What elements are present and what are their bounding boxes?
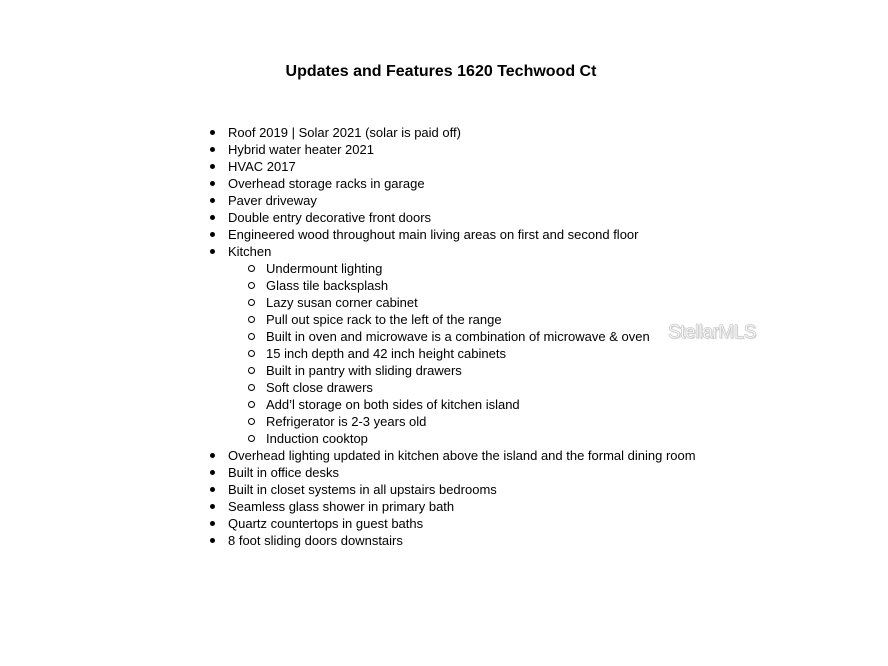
list-item [210, 464, 696, 481]
hollow-bullet-icon [248, 299, 255, 306]
sublist-item-text: Refrigerator is 2-3 years old [266, 414, 427, 429]
stellarmls-watermark: StellarMLS [668, 322, 756, 343]
list-item-text: HVAC 2017 [228, 159, 296, 174]
sublist-item-text: Lazy susan corner cabinet [266, 295, 418, 310]
bullet-icon [210, 232, 215, 237]
kitchen-sublist [228, 260, 696, 447]
list-item-kitchen [210, 243, 696, 447]
sublist-item-text: Undermount lighting [266, 261, 383, 276]
list-item [210, 481, 696, 498]
sublist-item [210, 345, 696, 362]
list-item-text: Built in office desks [228, 465, 340, 480]
list-item [210, 447, 696, 464]
sublist-item [210, 379, 696, 396]
hollow-bullet-icon [248, 418, 255, 425]
bullet-icon [210, 164, 215, 169]
bullet-icon [210, 521, 215, 526]
list-item-text: Engineered wood throughout main living areas on first and second floor [228, 227, 639, 242]
list-item [210, 498, 696, 515]
list-item-text: Seamless glass shower in primary bath [228, 499, 455, 514]
list-item-text: Hybrid water heater 2021 [228, 142, 374, 157]
list-item [210, 158, 696, 175]
sublist-item-text: 15 inch depth and 42 inch height cabinets [266, 346, 506, 361]
bullet-icon [210, 198, 215, 203]
bullet-icon [210, 453, 215, 458]
list-item-text: Built in closet systems in all upstairs bedrooms [228, 482, 497, 497]
list-item [210, 141, 696, 158]
bullet-icon [210, 249, 215, 254]
sublist-item-text: Soft close drawers [266, 380, 373, 395]
sublist-item-text: Glass tile backsplash [266, 278, 389, 293]
list-item-text: Roof 2019 | Solar 2021 (solar is paid off) [228, 125, 461, 140]
sublist-item [210, 328, 696, 345]
sublist-item-text: Induction cooktop [266, 431, 368, 446]
bullet-icon [210, 181, 215, 186]
sublist-item-text: Pull out spice rack to the left of the range [266, 312, 502, 327]
list-item-text: Double entry decorative front doors [228, 210, 432, 225]
list-item-text: Quartz countertops in guest baths [228, 516, 424, 531]
hollow-bullet-icon [248, 350, 255, 357]
sublist-item [210, 362, 696, 379]
hollow-bullet-icon [248, 265, 255, 272]
list-item-text: Kitchen [228, 244, 272, 259]
list-item-text: Overhead storage racks in garage [228, 176, 425, 191]
list-item [210, 532, 696, 549]
sublist-item [210, 260, 696, 277]
sublist-item [210, 311, 696, 328]
hollow-bullet-icon [248, 435, 255, 442]
document-title: Updates and Features 1620 Techwood Ct [285, 63, 597, 80]
bullet-icon [210, 504, 215, 509]
list-item [210, 209, 696, 226]
list-item-text: Paver driveway [228, 193, 317, 208]
hollow-bullet-icon [248, 282, 255, 289]
hollow-bullet-icon [248, 401, 255, 408]
hollow-bullet-icon [248, 367, 255, 374]
bullet-icon [210, 130, 215, 135]
list-item-text: Overhead lighting updated in kitchen above the island and the formal dining room [228, 448, 696, 463]
hollow-bullet-icon [248, 333, 255, 340]
bullet-icon [210, 147, 215, 152]
sublist-item-text: Built in oven and microwave is a combination of microwave & oven [266, 329, 650, 344]
hollow-bullet-icon [248, 384, 255, 391]
hollow-bullet-icon [248, 316, 255, 323]
sublist-item-text: Built in pantry with sliding drawers [266, 363, 462, 378]
list-item [210, 192, 696, 209]
bullet-icon [210, 487, 215, 492]
list-item [210, 175, 696, 192]
sublist-item [210, 396, 696, 413]
list-item [210, 226, 696, 243]
list-item-text: 8 foot sliding doors downstairs [228, 533, 403, 548]
sublist-item [210, 294, 696, 311]
sublist-item-text: Add’l storage on both sides of kitchen island [266, 397, 520, 412]
sublist-item [210, 413, 696, 430]
bullet-icon [210, 470, 215, 475]
list-item [210, 515, 696, 532]
bullet-icon [210, 538, 215, 543]
sublist-item [210, 277, 696, 294]
list-item [210, 124, 696, 141]
sublist-item [210, 430, 696, 447]
bullet-icon [210, 215, 215, 220]
features-list [210, 124, 696, 549]
